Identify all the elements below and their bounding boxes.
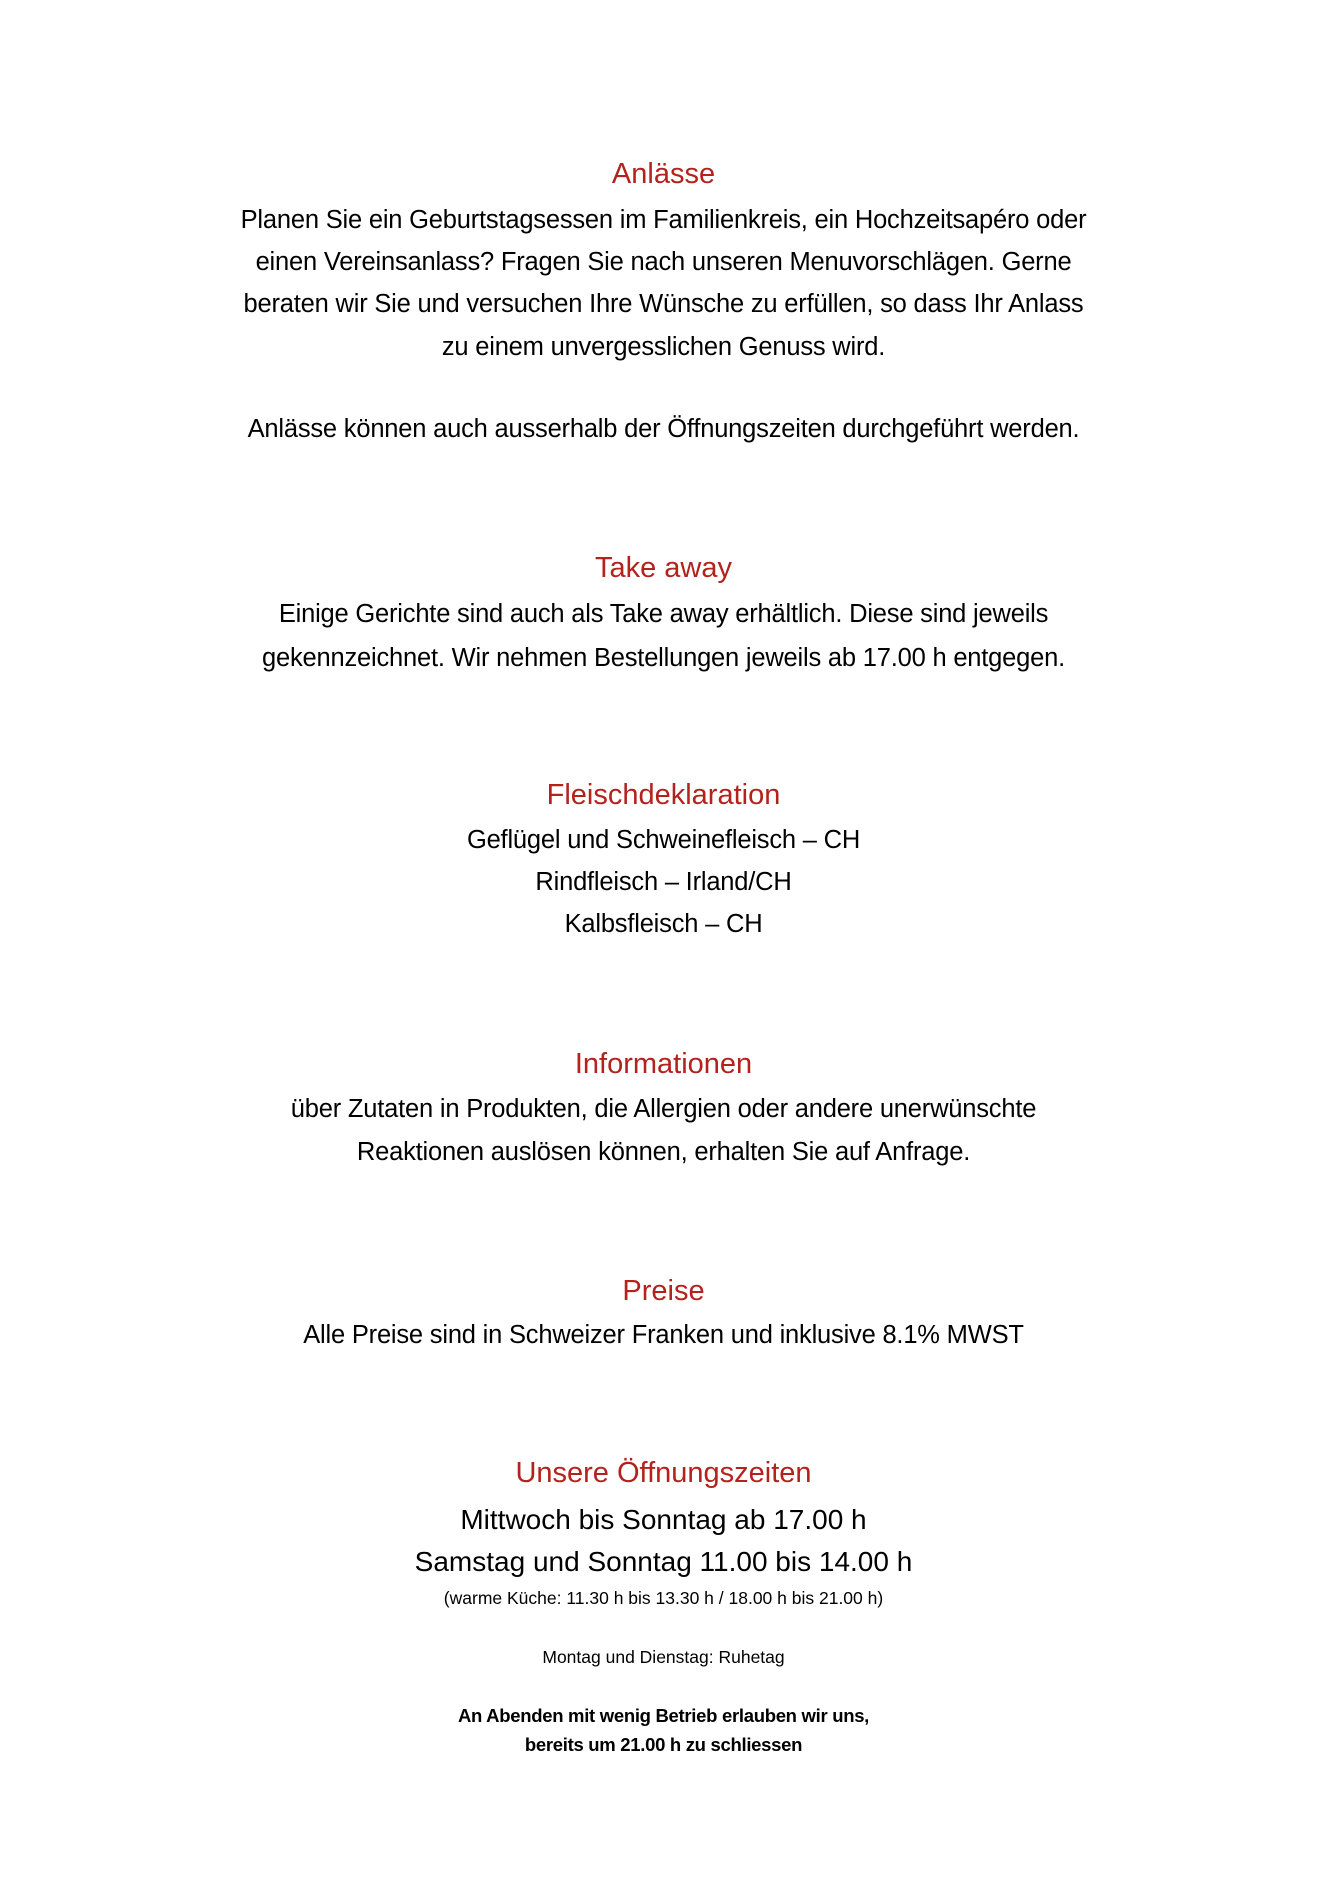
heading-take-away: Take away: [594, 552, 732, 584]
kitchen-hours: (warme Küche: 11.30 h bis 13.30 h / 18.00 h bis 21.00 h): [443, 1588, 884, 1608]
closed-days: Montag und Dienstag: Ruhetag: [542, 1647, 785, 1667]
early-closing-notice: bereits um 21.00 h zu schliessen: [524, 1734, 803, 1755]
takeaway-line: Einige Gerichte sind auch als Take away erhältlich. Diese sind jeweils: [278, 600, 1049, 628]
hours-line: Samstag und Sonntag 11.00 bis 14.00 h: [414, 1546, 913, 1577]
preise-line: Alle Preise sind in Schweizer Franken und inklusive 8.1% MWST: [303, 1321, 1024, 1349]
heading-preise: Preise: [622, 1275, 705, 1307]
informationen-line: über Zutaten in Produkten, die Allergien oder andere unerwünschte: [290, 1095, 1037, 1123]
informationen-line: Reaktionen auslösen können, erhalten Sie auf Anfrage.: [356, 1138, 971, 1166]
early-closing-notice: An Abenden mit wenig Betrieb erlauben wir uns,: [457, 1705, 870, 1726]
anlaesse-line: beraten wir Sie und versuchen Ihre Wünsche zu erfüllen, so dass Ihr Anlass: [243, 290, 1084, 318]
heading-informationen: Informationen: [574, 1048, 753, 1080]
fleisch-line: Rindfleisch – Irland/CH: [535, 868, 792, 896]
hours-line: Mittwoch bis Sonntag ab 17.00 h: [460, 1504, 867, 1535]
heading-anlaesse: Anlässe: [611, 158, 716, 190]
anlaesse-note: Anlässe können auch ausserhalb der Öffnungszeiten durchgeführt werden.: [247, 415, 1080, 443]
heading-oeffnungszeiten: Unsere Öffnungszeiten: [515, 1457, 812, 1489]
takeaway-line: gekennzeichnet. Wir nehmen Bestellungen jeweils ab 17.00 h entgegen.: [262, 644, 1065, 672]
heading-fleischdeklaration: Fleischdeklaration: [546, 779, 781, 811]
anlaesse-line: Planen Sie ein Geburtstagsessen im Familienkreis, ein Hochzeitsapéro oder: [240, 206, 1087, 234]
fleisch-line: Kalbsfleisch – CH: [564, 910, 763, 938]
fleisch-line: Geflügel und Schweinefleisch – CH: [466, 826, 861, 854]
anlaesse-line: zu einem unvergesslichen Genuss wird.: [441, 333, 886, 361]
anlaesse-line: einen Vereinsanlass? Fragen Sie nach unseren Menuvorschlägen. Gerne: [255, 248, 1072, 276]
